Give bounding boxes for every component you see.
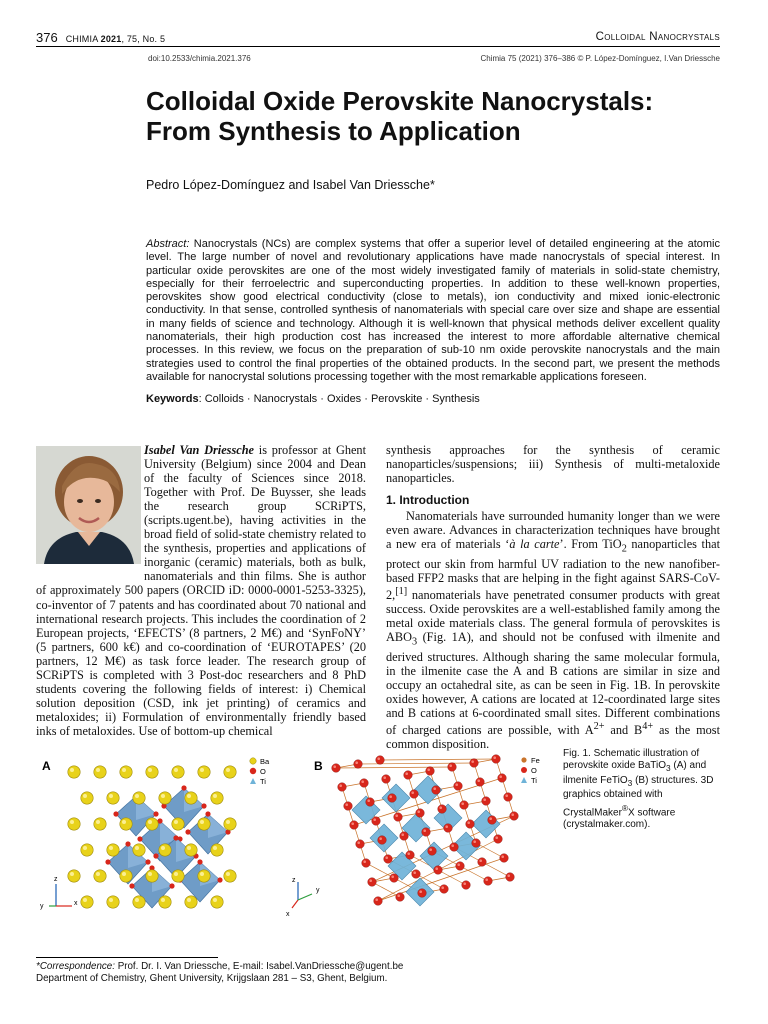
svg-text:y: y xyxy=(316,887,320,894)
o-atom xyxy=(450,843,459,852)
o-atom xyxy=(396,893,405,902)
o-atom xyxy=(428,847,437,856)
svg-text:Ti: Ti xyxy=(260,777,266,786)
section-title: Colloidal Nanocrystals xyxy=(595,31,720,43)
ba-atom xyxy=(185,792,197,804)
tio6-octahedron xyxy=(420,842,448,870)
doi[interactable]: doi:10.2533/chimia.2021.376 xyxy=(148,54,251,63)
o-atom xyxy=(416,809,425,818)
o-atom xyxy=(153,811,158,816)
svg-text:O: O xyxy=(531,766,537,775)
ba-atom xyxy=(120,818,132,830)
o-atom xyxy=(418,889,427,898)
header-rule xyxy=(36,46,720,47)
o-atom xyxy=(217,877,222,882)
o-atom xyxy=(510,812,519,821)
ba-atom xyxy=(81,896,93,908)
ba-atom xyxy=(211,896,223,908)
ba-atom xyxy=(146,870,158,882)
o-atom xyxy=(488,816,497,825)
o-atom xyxy=(444,824,453,833)
svg-text:x: x xyxy=(286,911,290,918)
ba-atom xyxy=(107,896,119,908)
running-header-left xyxy=(36,30,165,45)
ba-atom xyxy=(211,792,223,804)
ba-atom xyxy=(146,766,158,778)
svg-text:Ti: Ti xyxy=(531,776,537,785)
o-atom xyxy=(462,881,471,890)
o-atom xyxy=(145,859,150,864)
ba-atom xyxy=(94,766,106,778)
introduction-paragraph: Nanomaterials have surrounded humanity longer than we were even aware. Advances in characterization techniques have brought a new era of materials ‘à la carte’. From TiO$_2$ nanoparticles that protect our skin from harmful UV radiation to the new nanofiber-based FFP2 masks that are helping in the fight against SARS-CoV-2,[1] nanomaterials have penetrated consumer products with great success. Oxide perovskites are a well-established family among the metal oxide materials class. The general formula of perovskites is $ABO_3$ (Fig. 1A), and should not be confused with ilmenite and derived structures. Although sharing the same molecular formula, in the ilmenite case the A and B cations are similar in size and occupy an octahedral site, as can be seen in Fig. 1B. In perovskite oxides however, A cations are located at 12-coordinated large sites and B cations at 6-coordinated small sites. Different combinations of charged cations are possible, with $A^{2+}$ and $B^{4+}$ as the most common disposition. xyxy=(386,509,720,751)
panel-label-b: B xyxy=(314,759,323,773)
ba-atom xyxy=(159,896,171,908)
ba-atom xyxy=(185,896,197,908)
o-atom xyxy=(356,840,365,849)
o-atom xyxy=(173,835,178,840)
svg-text:Ba: Ba xyxy=(260,757,270,766)
o-atom xyxy=(382,775,391,784)
ba-atom xyxy=(133,792,145,804)
o-atom xyxy=(426,767,435,776)
ba-atom xyxy=(159,844,171,856)
o-atom xyxy=(372,817,381,826)
ba-atom xyxy=(224,818,236,830)
figure-1 xyxy=(36,748,556,928)
o-atom xyxy=(125,841,130,846)
o-atom xyxy=(169,883,174,888)
o-atom xyxy=(500,854,509,863)
ba-atom xyxy=(159,792,171,804)
o-atom xyxy=(113,811,118,816)
o-atom xyxy=(494,835,503,844)
svg-text:y: y xyxy=(40,903,44,910)
o-atom xyxy=(374,897,383,906)
o-atom xyxy=(422,828,431,837)
o-atom xyxy=(434,866,443,875)
journal-name: CHIMIA 2021, 75, No. 5 xyxy=(65,34,166,44)
footnote-rule xyxy=(36,957,218,958)
axes-b xyxy=(286,877,320,918)
o-atom xyxy=(362,859,371,868)
ba-atom xyxy=(198,766,210,778)
legend-a xyxy=(250,757,270,786)
svg-text:z: z xyxy=(292,877,296,884)
ba-atom xyxy=(172,766,184,778)
o-atom xyxy=(181,785,186,790)
o-atom xyxy=(482,797,491,806)
figure-caption: Fig. 1. Schematic illustration of perovskite oxide BaTiO$_3$ (A) and ilmenite FeTiO$_3$ (B) structures. 3D graphics obtained with CrystalMaker®X software (crystalmaker.com). xyxy=(563,748,714,831)
o-atom xyxy=(137,836,142,841)
o-atom xyxy=(350,821,359,830)
o-atom xyxy=(440,885,449,894)
right-column xyxy=(386,443,720,751)
o-atom xyxy=(201,803,206,808)
o-atom xyxy=(412,870,421,879)
ba-atom xyxy=(224,766,236,778)
ba-atom xyxy=(198,818,210,830)
o-atom xyxy=(406,851,415,860)
ba-atom xyxy=(133,844,145,856)
o-atom xyxy=(384,855,393,864)
o-atom xyxy=(504,793,513,802)
author-biography: Isabel Van Driessche is professor at Ghent University (Belgium) since 2004 and Dean of the faculty of Sciences since 2018. Together with Prof. De Buysser, she leads the research group SCRiPTS, (scripts.ugent.be), having activities in the broad field of solid-state chemistry related to the synthesis, properties and applications of inorganic (ceramic) materials, both as bulk, nanomaterials and thin films. She is author of approximately 500 papers (ORCID iD: 0000-0001-5253-3325), co-inventor of 7 patents and has coordinated about 70 national and international research projects. This includes the coordination of 2 European projects, ‘EFECTS’ (8 partners, 2 M€) and ‘SynFoNY’ (5 partners, 600 k€) and co-coordination of ‘EUROTAPES’ (20 partners, 12 M€) as task force leader. The research group of SCRiPTS is completed with 3 Post-doc researchers and 8 PhD students covering the following fields of interest: i) Chemical solution deposition (CSD, ink jet printing) of ceramics and metaloxides; ii) Formulation of environmentally friendly based inks of metaloxides. Use of bottom-up chemical xyxy=(36,443,366,738)
svg-text:Fe: Fe xyxy=(531,756,540,765)
abstract: Abstract: Nanocrystals (NCs) are complex systems that offer a superior level of detailed engineering at the atomic level. The large number of novel and revolutionary applications have made nanocrystals of special interest. In particular oxide perovskites are one of the most widely investigated family of materials in solid-state chemistry, especially for their ferroelectric and superconducting properties. In addition to these well-known properties, perovskites show good electrical conductivity (close to metals), ion conductivity and mixed ionic-electronic conductivity. In that sense, controlled synthesis of nanomaterials with special care over size and shape are essential in many fields of science and technology. Although it is well-known that physical methods deliver excellent quality nanomaterials, their high production cost has increased the interest to more affordable alternative chemical processes. In this review, we focus on the preparation of sub-10 nm oxide perovskite nanocrystals and the main strategies used to control the final properties of the obtained products. In the second part, we present the methods available for nanocrystal solutions processing together with the most remarkable applications foreseen. xyxy=(146,238,720,383)
ba-atom xyxy=(172,818,184,830)
o-atom xyxy=(432,786,441,795)
o-atom xyxy=(390,874,399,883)
ba-atom xyxy=(120,766,132,778)
o-atom xyxy=(366,798,375,807)
o-atom xyxy=(476,778,485,787)
page-number: 376 xyxy=(36,30,58,45)
o-atom xyxy=(105,859,110,864)
o-atom xyxy=(404,771,413,780)
ba-atom xyxy=(94,870,106,882)
section-heading-introduction: 1. Introduction xyxy=(386,493,470,508)
o-atom xyxy=(376,756,385,765)
ba-atom xyxy=(81,792,93,804)
o-atom xyxy=(332,764,341,773)
o-atom xyxy=(460,801,469,810)
ba-atom xyxy=(120,870,132,882)
o-atom xyxy=(454,782,463,791)
article-title: Colloidal Oxide Perovskite Nanocrystals: From Synthesis to Application xyxy=(146,86,654,146)
o-atom xyxy=(470,759,479,768)
svg-text:x: x xyxy=(74,900,78,907)
svg-text:z: z xyxy=(54,876,58,883)
ba-atom xyxy=(68,818,80,830)
o-atom xyxy=(498,774,507,783)
bio-continuation: synthesis approaches for the synthesis of ceramic nanoparticles/suspensions; iii) Synthesis of multi-metaloxide nanoparticles. xyxy=(386,443,720,486)
ba-atom xyxy=(198,870,210,882)
o-atom xyxy=(410,790,419,799)
o-atom xyxy=(478,858,487,867)
ba-atom xyxy=(94,818,106,830)
ba-atom xyxy=(81,844,93,856)
o-atom xyxy=(197,859,202,864)
correspondence-footnote: *Correspondence: Prof. Dr. I. Van Driessche, E-mail: Isabel.VanDriessche@ugent.be Department of Chemistry, Ghent University, Krijgslaan 281 – S3, Ghent, Belgium. xyxy=(36,961,404,984)
o-atom xyxy=(388,794,397,803)
ba-atom xyxy=(107,792,119,804)
keywords: Keywords: Colloids · Nanocrystals · Oxides · Perovskite · Synthesis xyxy=(146,393,480,405)
ba-atom xyxy=(107,844,119,856)
author-list: Pedro López-Domínguez and Isabel Van Driessche* xyxy=(146,178,435,192)
o-atom xyxy=(354,760,363,769)
o-atom xyxy=(185,829,190,834)
ba-atom xyxy=(185,844,197,856)
o-atom xyxy=(466,820,475,829)
ba-atom xyxy=(146,818,158,830)
ba-atom xyxy=(68,766,80,778)
o-atom xyxy=(153,853,158,858)
o-atom xyxy=(344,802,353,811)
ba-atom xyxy=(211,844,223,856)
o-atom xyxy=(378,836,387,845)
o-atom xyxy=(472,839,481,848)
o-atom xyxy=(338,783,347,792)
svg-text:O: O xyxy=(260,767,266,776)
o-atom xyxy=(484,877,493,886)
fetio3-structure xyxy=(332,755,519,906)
o-atom xyxy=(456,862,465,871)
legend-b xyxy=(521,756,540,785)
o-atom xyxy=(129,883,134,888)
o-atom xyxy=(205,811,210,816)
o-atom xyxy=(360,779,369,788)
o-atom xyxy=(506,873,515,882)
ba-atom xyxy=(68,870,80,882)
ba-atom xyxy=(172,870,184,882)
batio3-structure xyxy=(68,766,236,908)
ba-atom xyxy=(133,896,145,908)
o-atom xyxy=(438,805,447,814)
o-atom xyxy=(368,878,377,887)
o-atom xyxy=(492,755,501,764)
o-atom xyxy=(394,813,403,822)
panel-label-a: A xyxy=(42,759,51,773)
citation-line: Chimia 75 (2021) 376–386 © P. López-Domínguez, I.Van Driessche xyxy=(480,54,720,63)
ba-atom xyxy=(224,870,236,882)
o-atom xyxy=(400,832,409,841)
o-atom xyxy=(448,763,457,772)
